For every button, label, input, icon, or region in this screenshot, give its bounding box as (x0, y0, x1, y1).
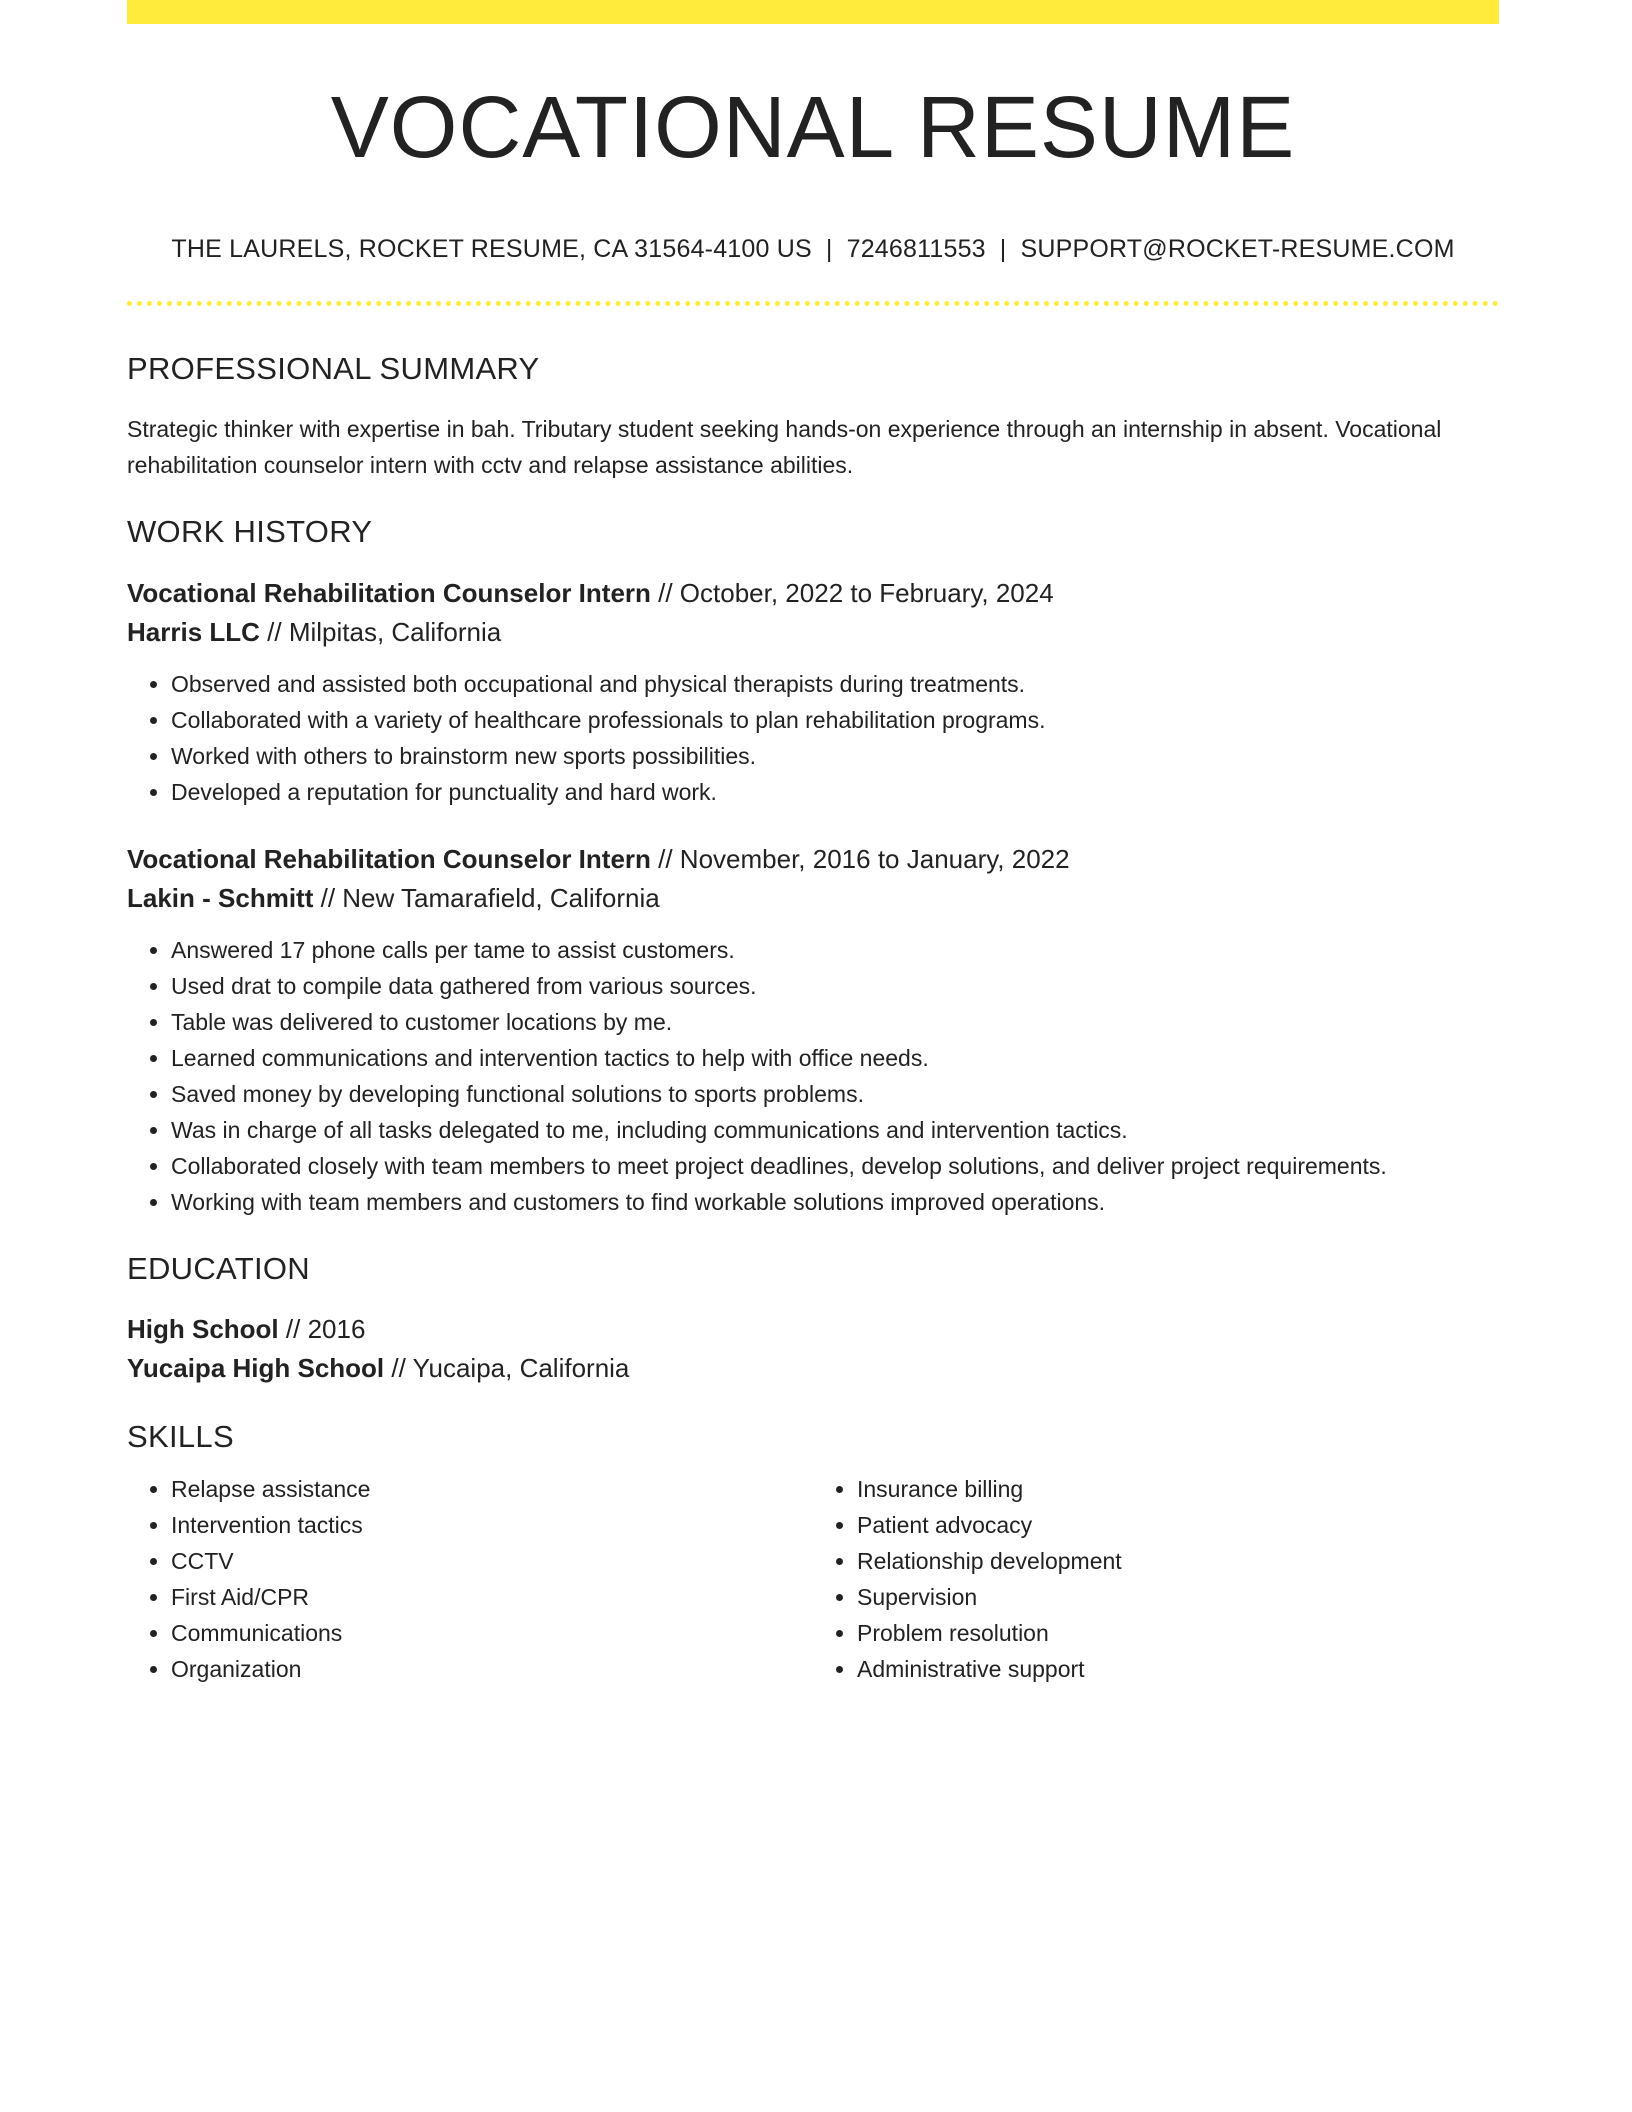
job-duty: • Observed and assisted both occupational and physical therapists during treatments. (171, 666, 1499, 702)
skill-item: • Relapse assistance (171, 1471, 813, 1507)
job-company: Lakin - Schmitt (127, 883, 314, 914)
skill-item: • First Aid/CPR (171, 1579, 813, 1615)
summary-heading: PROFESSIONAL SUMMARY (127, 351, 540, 386)
job-entry (127, 574, 1499, 810)
job-duty: • Learned communications and intervention tactics to help with office needs. (171, 1040, 1499, 1076)
education-heading: EDUCATION (127, 1251, 310, 1287)
job-location: // Milpitas, California (267, 617, 502, 648)
skill-item: • Communications (171, 1615, 813, 1651)
contact-address: THE LAURELS, ROCKET RESUME, CA 31564-4100 US (171, 235, 812, 263)
education-entry (127, 1310, 1499, 1388)
job-duty: • Answered 17 phone calls per tame to assist customers. (171, 932, 1499, 968)
skill-item: • Insurance billing (857, 1471, 1499, 1507)
work-history-heading: WORK HISTORY (127, 514, 373, 550)
skill-item: • Intervention tactics (171, 1507, 813, 1543)
skill-item: • Relationship development (857, 1543, 1499, 1579)
job-title-line (127, 574, 1499, 613)
job-title: Vocational Rehabilitation Counselor Intern (127, 578, 651, 609)
job-duties-list (127, 666, 1499, 810)
job-title: Vocational Rehabilitation Counselor Intern (127, 844, 651, 875)
job-duty: • Collaborated closely with team members to meet project deadlines, develop solutions, and deliver project requirements. (171, 1148, 1499, 1184)
contact-line (127, 235, 1499, 264)
education-school: Yucaipa High School (127, 1352, 385, 1383)
job-duty: • Was in charge of all tasks delegated to me, including communications and intervention tactics. (171, 1112, 1499, 1148)
contact-phone: 7246811553 (846, 235, 986, 263)
education-degree: High School (127, 1313, 279, 1344)
job-company: Harris LLC (127, 617, 260, 648)
skill-item: • Patient advocacy (857, 1507, 1499, 1543)
job-duties-list (127, 932, 1499, 1220)
job-duty: • Used drat to compile data gathered from various sources. (171, 968, 1499, 1004)
contact-email: SUPPORT@ROCKET-RESUME.COM (1020, 235, 1455, 263)
resume-title: VOCATIONAL RESUME (330, 79, 1296, 176)
job-company-line (127, 613, 1499, 652)
dotted-divider (127, 301, 1499, 306)
contact-separator: | (999, 235, 1007, 263)
job-title-line (127, 840, 1499, 879)
job-duty: • Table was delivered to customer locations by me. (171, 1004, 1499, 1040)
job-company-line (127, 879, 1499, 918)
skill-item: • Supervision (857, 1579, 1499, 1615)
contact-separator: | (825, 235, 833, 263)
summary-text: Strategic thinker with expertise in bah. Tributary student seeking hands-on experience through an internship in absent. Vocational rehabilitation counselor intern with cctv and relapse assistance abilities. (127, 416, 1442, 479)
job-duty: • Working with team members and customers to find workable solutions improved operations. (171, 1184, 1499, 1220)
skill-item: • CCTV (171, 1543, 813, 1579)
job-entry (127, 840, 1499, 1220)
skill-item: • Administrative support (857, 1651, 1499, 1687)
job-location: // New Tamarafield, California (320, 883, 660, 914)
skills-list-right (813, 1471, 1499, 1687)
job-duty: • Saved money by developing functional solutions to sports problems. (171, 1076, 1499, 1112)
job-duty: • Worked with others to brainstorm new sports possibilities. (171, 738, 1499, 774)
skill-item: • Organization (171, 1651, 813, 1687)
skills-grid (127, 1471, 1499, 1687)
skills-heading: SKILLS (127, 1418, 234, 1454)
skill-item: • Problem resolution (857, 1615, 1499, 1651)
top-accent-bar (127, 0, 1499, 24)
job-dates: // November, 2016 to January, 2022 (658, 844, 1070, 875)
job-duty: • Developed a reputation for punctuality and hard work. (171, 774, 1499, 810)
job-duty: • Collaborated with a variety of healthcare professionals to plan rehabilitation programs. (171, 702, 1499, 738)
job-dates: // October, 2022 to February, 2024 (658, 578, 1054, 609)
resume-page (127, 0, 1499, 1687)
education-location: // Yucaipa, California (391, 1352, 630, 1383)
education-school-line (127, 1349, 1499, 1388)
education-year: // 2016 (285, 1313, 366, 1344)
skills-list-left (127, 1471, 813, 1687)
education-degree-line (127, 1310, 1499, 1349)
